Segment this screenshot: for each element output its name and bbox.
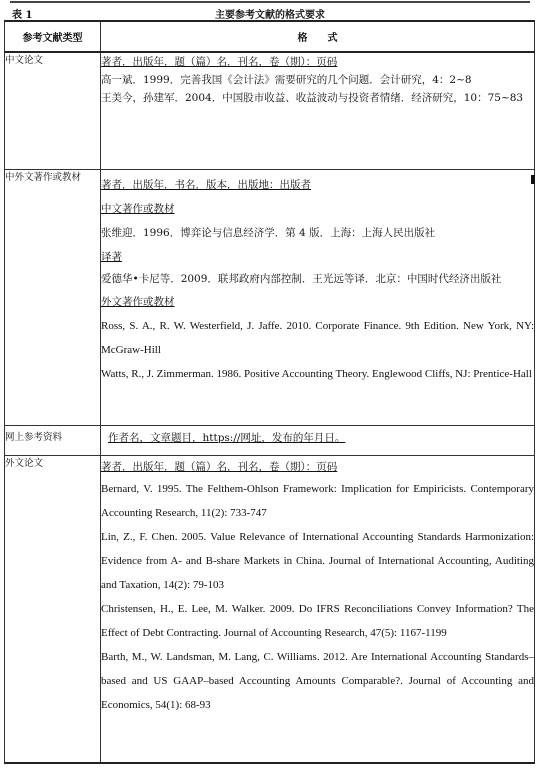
format-template: 著者．出版年．题（篇）名．刊名，卷（期）：页码 xyxy=(101,56,338,68)
format-cell xyxy=(101,52,535,169)
format-cell xyxy=(101,169,535,425)
table-row xyxy=(5,425,535,455)
example-entry: 爱德华•卡尼等．2009．联邦政府内部控制．王光远等译．北京：中国时代经济出版社 xyxy=(101,272,502,285)
type-cell: 外文论文 xyxy=(5,455,101,763)
table-row xyxy=(5,455,535,763)
example-entry: Ross, S. A., R. W. Westerfield, J. Jaffe. 2010. Corporate Finance. 9th Edition. New York, NY: McGraw-Hill xyxy=(101,319,534,356)
header-format: 格 式 xyxy=(101,21,535,52)
header-type: 参考文献类型 xyxy=(5,21,101,52)
type-cell: 中文论文 xyxy=(5,52,101,169)
format-cell xyxy=(101,425,535,455)
format-template: 著者．出版年．题（篇）名．刊名，卷（期）：页码 xyxy=(101,460,338,473)
example-entry: Barth, M., W. Landsman, M. Lang, C. Williams. 2012. Are International Accounting Standards–based and US GAAP–based Accounting Amounts Comparable?. Journal of Accounting and Economics, 54(1): 68-93 xyxy=(101,650,534,711)
example-entry: Watts, R., J. Zimmerman. 1986. Positive Accounting Theory. Englewood Cliffs, NJ: Prentice-Hall xyxy=(101,367,532,380)
table-caption xyxy=(10,6,530,20)
example-entry: 张维迎．1996．博弈论与信息经济学．第 4 版．上海：上海人民出版社 xyxy=(101,226,436,239)
page-edge-mark xyxy=(531,175,535,184)
example-entry: 高一斌．1999．完善我国《会计法》需要研究的几个问题．会计研究，4：2~8 xyxy=(101,74,472,86)
type-cell: 网上参考资料 xyxy=(5,425,101,455)
type-cell: 中外文著作或教材 xyxy=(5,169,101,425)
top-rule xyxy=(10,1,530,3)
subheading-chinese-books: 中文著作或教材 xyxy=(101,202,175,215)
subheading-foreign-books: 外文著作或教材 xyxy=(101,295,175,308)
table-number: 表 1 xyxy=(12,10,33,21)
header-row xyxy=(5,21,535,52)
table-row xyxy=(5,52,535,169)
example-entry: Bernard, V. 1995. The Felthem-Ohlson Framework: Implication for Empiricists. Contemporary Accounting Research, 11(2): 733-747 xyxy=(101,482,534,519)
example-entry: Christensen, H., E. Lee, M. Walker. 2009. Do IFRS Reconciliations Convey Information? The Effect of Debt Contracting. Journal of Accounting Research, 47(5): 1167-1199 xyxy=(101,602,534,639)
table-title: 主要参考文献的格式要求 xyxy=(215,10,325,21)
format-cell xyxy=(101,455,535,763)
example-entry: 王美今，孙建军．2004．中国股市收益、收益波动与投资者情绪．经济研究，10：75~83 xyxy=(101,92,524,104)
subheading-translations: 译著 xyxy=(101,250,122,263)
example-entry: Lin, Z., F. Chen. 2005. Value Relevance of International Accounting Standards Harmonization: Evidence from A- and B-share Markets in China. Journal of International Accounting, Auditing and Taxation, 14(2): 79-103 xyxy=(101,530,534,591)
reference-format-table xyxy=(4,20,535,764)
format-template: 著者．出版年．书名．版本．出版地：出版者 xyxy=(101,178,311,191)
table-row xyxy=(5,169,535,425)
format-template: 作者名，文章题目，https://网址，发布的年月日。 xyxy=(108,431,346,444)
